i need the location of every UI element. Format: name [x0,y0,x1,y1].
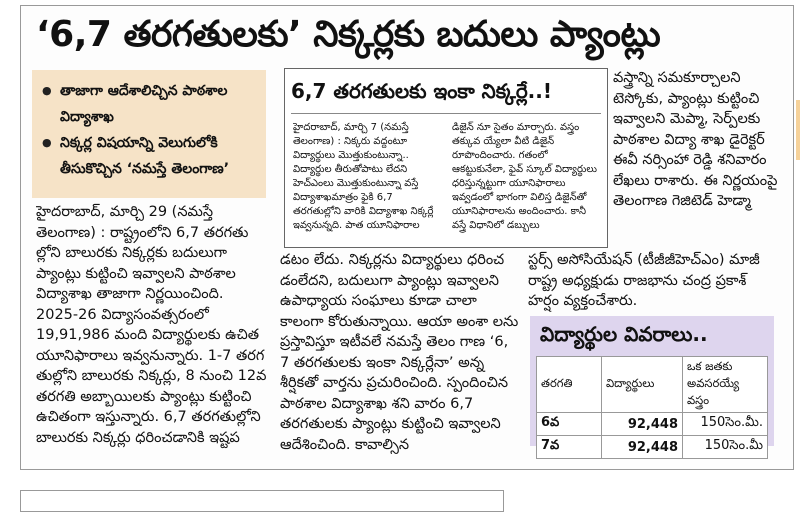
student-details-table [536,356,768,459]
related-story-body: హైదరాబాద్, మార్చి 7 (నమస్తే తెలంగాణ) : నిక్కరు వద్దంటూ విద్యార్థులు మొత్తుకుంటున్నా.. విద్యార్థుల తీరుతోపాటు లేదని హెచ్ఎంలు మొత్తుకుంటున్నా వస్తే విద్యాశాఖమాత్రం ఫైకి 6,7 తరగతుల్లోని వారికి విద్యాశాఖ నిక్కర్లే ఇవ్వనున్నది. పాత యూనిఫారాల డిజైన్ నూ సైతం మార్చారు. వస్త్రం తక్కువ య్యేలా వీటి డిజైన్ రూపొందించారు. గతంలో ఆకట్టుకునేలా, ఫైవ్ స్కూల్ విద్యార్థులు ధరిస్తున్నట్టుగా యూనిఫారాలు ఇవ్వడంలో భాగంగా విలిస్త డిజైన్‌తో యూనిఫారాలను అందించారు. కానీ వస్త్రే విధానిలో డబ్బులు [293,122,597,231]
related-story-box [284,68,608,248]
cell-students: 92,448 [602,436,683,459]
highlight-item: ● నిక్కర్ల విషయాన్ని వెలుగులోకి తీసుకొచ్చిన ‘నమస్తే తెలంగాణ’ [42,130,260,182]
cell-students: 92,448 [602,413,683,436]
header-cloth: ఒక జతకు అవసరయ్యే వస్త్రం [683,357,768,413]
cell-class: 7వ [537,436,602,459]
table-title: విద్యార్థుల వివరాలు.. [540,322,708,346]
header-students: విద్యార్థులు [602,357,683,413]
next-article-frame [20,490,504,512]
table-row [537,413,768,436]
cell-cloth: 150సెం.మీ. [683,413,768,436]
article-column-3-top: వస్త్రాన్ని సమకూర్చాలని టెస్కోకు, ప్యాంట్లు కుట్టించి ఇవ్వాలని మెప్మా, సెర్ప్‌లకు పాఠశాల విద్యా శాఖ డైరెక్టర్ ఈవీ నర్సింహా రెడ్డి శనివారం లేఖలు రాశారు. ఈ నిర్ణయంపై తెలంగాణ గెజిటెడ్ హెడ్మా [613,70,778,209]
highlight-item: ● తాజాగా ఆదేశాలిచ్చిన పాఠశాల విద్యాశాఖ [42,78,260,130]
header-class: తరగతి [537,357,602,413]
article-column-3-bottom: స్టర్స్ అసోసియేషన్ (టీజీజీహెచ్ఎం) మాజీ రాష్ట్ర అధ్యక్షుడు రాజభాను చంద్ర ప్రకాశ్ హర్షం వ్యక్తంచేశారు. [528,252,760,309]
related-story-title: 6,7 తరగతులకు ఇంకా నిక్కర్లే..! [291,79,552,103]
headline: ‘6,7 తరగతులకు’ నిక్కర్లకు బదులు ప్యాంట్లు [36,14,661,55]
cell-cloth: 150సెం.మీ [683,436,768,459]
student-details-box [530,316,774,455]
adjacent-article-edge [796,100,800,160]
article-column-1: హైదరాబాద్, మార్చి 29 (నమస్తే తెలంగాణ) : రాష్ట్రంలోని 6,7 తరగతు ల్లోని బాలురకు నిక్కర్లకు బదులుగా ప్యాంట్లు కుట్టించి ఇవ్వాలని పాఠశాల విద్యాశాఖ తాజాగా నిర్ణయించింది. 2025-26 విద్యాసంవత్సరంలో 19,91,986 మంది విద్యార్థులకు ఉచిత యూనిఫారాలు ఇవ్వనున్నారు. 1-7 తరగ తుల్లోని బాలురకు నిక్కర్లు, 8 నుంచి 12వ తరగతి అబ్బాయిలకు ప్యాంట్లు కుట్టించి ఉచితంగా ఇస్తున్నారు. 6,7 తరగతుల్లోని బాలురకు నిక్కర్లు ధరించడానికి ఇష్టప [36,204,267,446]
table-row [537,436,768,459]
divider [291,113,601,114]
article-column-2: డటం లేదు. నిక్కర్లను విద్యార్థులు ధరించ డంలేదని, బదులుగా ప్యాంట్లు ఇవ్వాలని ఉపాధ్యాయ సంఘాలు కూడా చాలా కాలంగా కోరుతున్నాయి. ఆయా అంశా లను ప్రస్తావిస్తూ ఇటీవలే నమస్తే తెలం గాణ ‘6, 7 తరగతులకు ఇంకా నిక్కర్లేనా’ అన్న శీర్షికతో వార్తను ప్రచురించింది. స్పందించిన పాఠశాల విద్యాశాఖ శని వారం 6,7 తరగతులకు ప్యాంట్లు కుట్టించి ఇవ్వాలని ఆదేశించింది. కావాల్సిన [280,252,519,453]
cell-class: 6వ [537,413,602,436]
table-header-row [537,357,768,413]
highlights-box [32,70,266,198]
